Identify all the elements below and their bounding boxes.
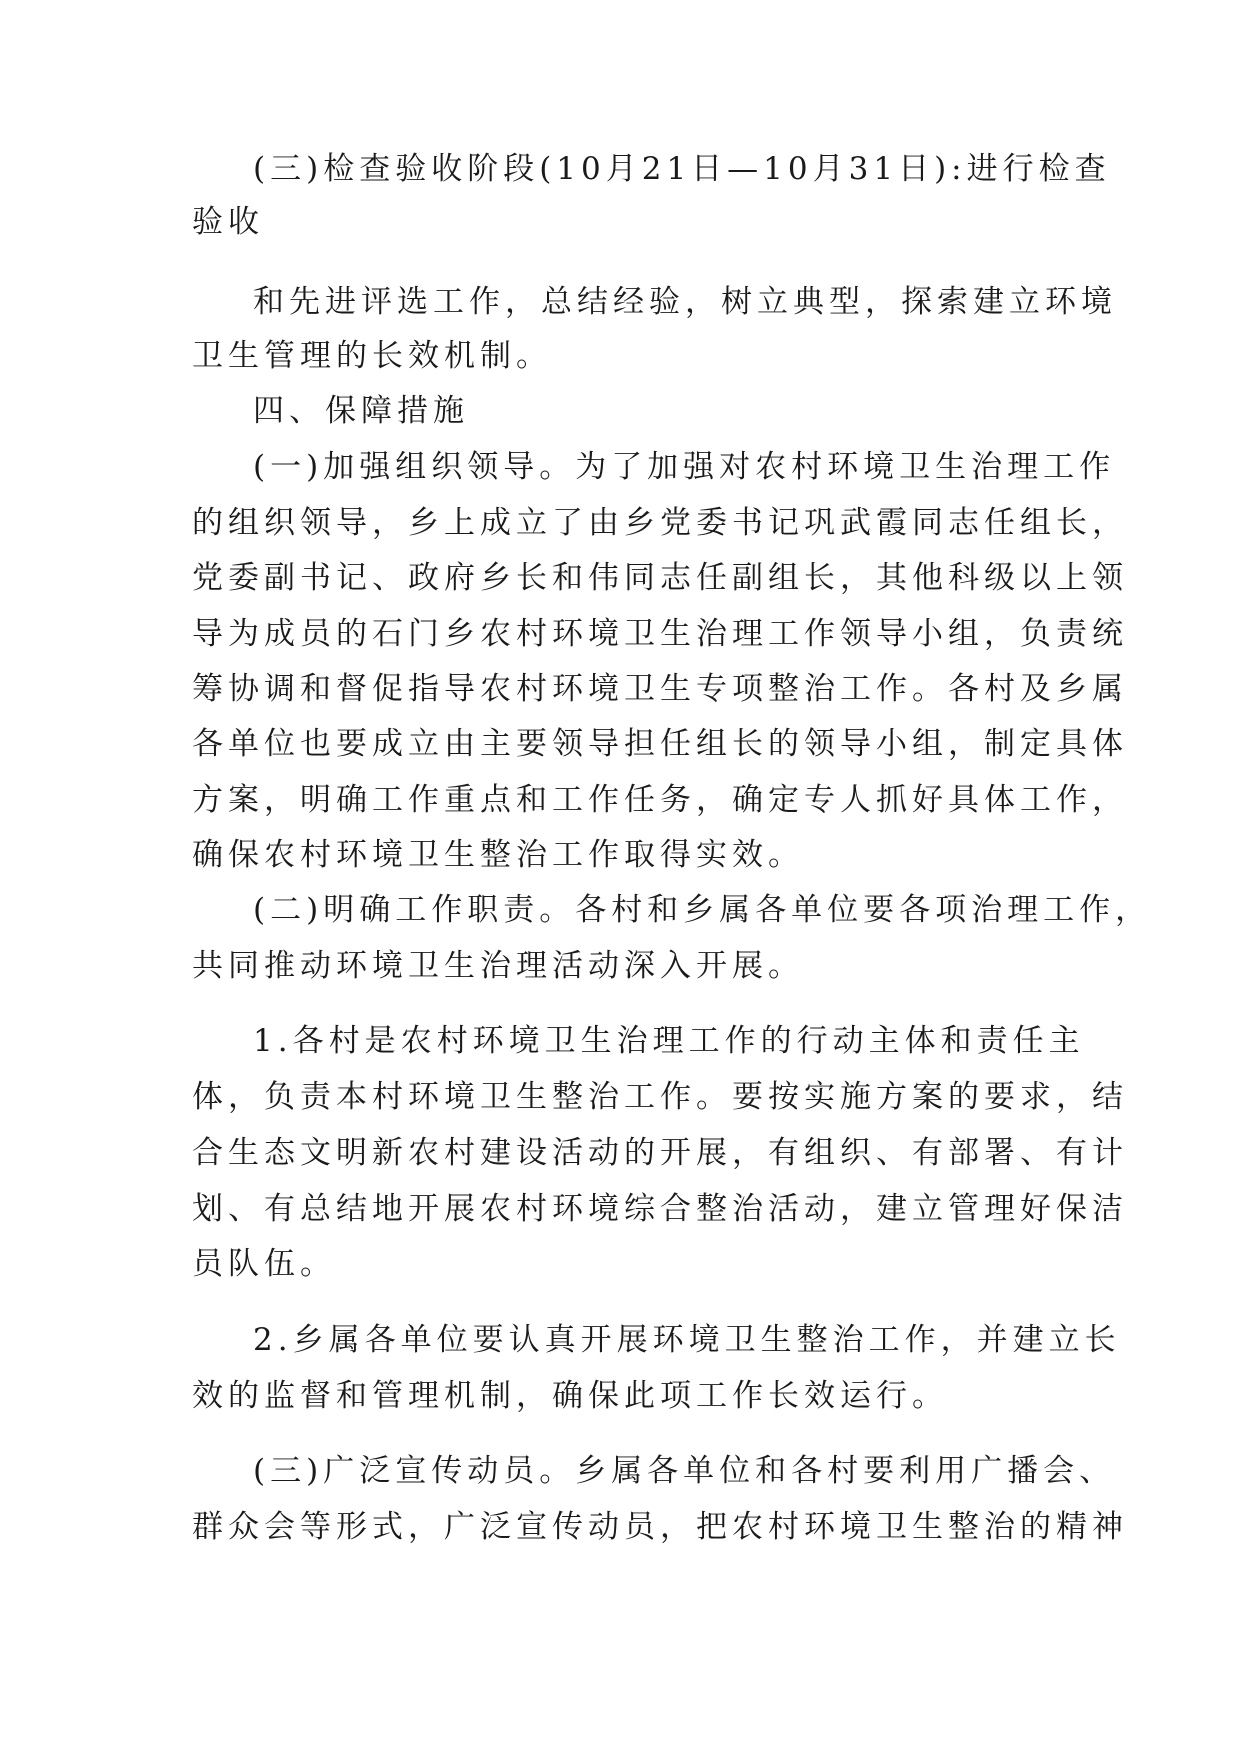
- text-line: 体，负责本村环境卫生整治工作。要按实施方案的要求，结: [192, 1079, 1128, 1115]
- text-line: 员队伍。: [192, 1246, 336, 1282]
- text-line: 卫生管理的长效机制。: [192, 338, 552, 374]
- text-line: 划、有总结地开展农村环境综合整治活动，建立管理好保洁: [192, 1191, 1128, 1227]
- text-line: (一)加强组织领导。为了加强对农村环境卫生治理工作: [253, 449, 1116, 485]
- text-line: 合生态文明新农村建设活动的开展，有组织、有部署、有计: [192, 1135, 1128, 1171]
- text-line: 验收: [192, 204, 264, 240]
- text-line: (二)明确工作职责。各村和乡属各单位要各项治理工作，: [253, 892, 1152, 928]
- section-heading: 四、保障措施: [253, 393, 469, 429]
- text-line: 1.各村是农村环境卫生治理工作的行动主体和责任主: [253, 1023, 1085, 1059]
- text-line: (三)广泛宣传动员。乡属各单位和各村要利用广播会、: [253, 1453, 1116, 1489]
- text-line: 筹协调和督促指导农村环境卫生专项整治工作。各村及乡属: [192, 671, 1128, 707]
- text-line: 群众会等形式，广泛宣传动员，把农村环境卫生整治的精神: [192, 1509, 1128, 1545]
- text-line: 共同推动环境卫生治理活动深入开展。: [192, 948, 804, 984]
- text-line: 党委副书记、政府乡长和伟同志任副组长，其他科级以上领: [192, 560, 1128, 596]
- text-line: 2.乡属各单位要认真开展环境卫生整治工作，并建立长: [253, 1322, 1121, 1358]
- text-line: 各单位也要成立由主要领导担任组长的领导小组，制定具体: [192, 726, 1128, 762]
- text-line: 和先进评选工作，总结经验，树立典型，探索建立环境: [253, 284, 1117, 320]
- text-line: 方案，明确工作重点和工作任务，确定专人抓好具体工作，: [192, 782, 1128, 818]
- text-line: 的组织领导，乡上成立了由乡党委书记巩武霞同志任组长，: [192, 505, 1128, 541]
- text-line: 效的监督和管理机制，确保此项工作长效运行。: [192, 1378, 948, 1414]
- text-line: 导为成员的石门乡农村环境卫生治理工作领导小组，负责统: [192, 616, 1128, 652]
- text-line: 确保农村环境卫生整治工作取得实效。: [192, 837, 804, 873]
- text-line: (三)检查验收阶段(10月21日—10月31日):进行检查: [253, 151, 1111, 187]
